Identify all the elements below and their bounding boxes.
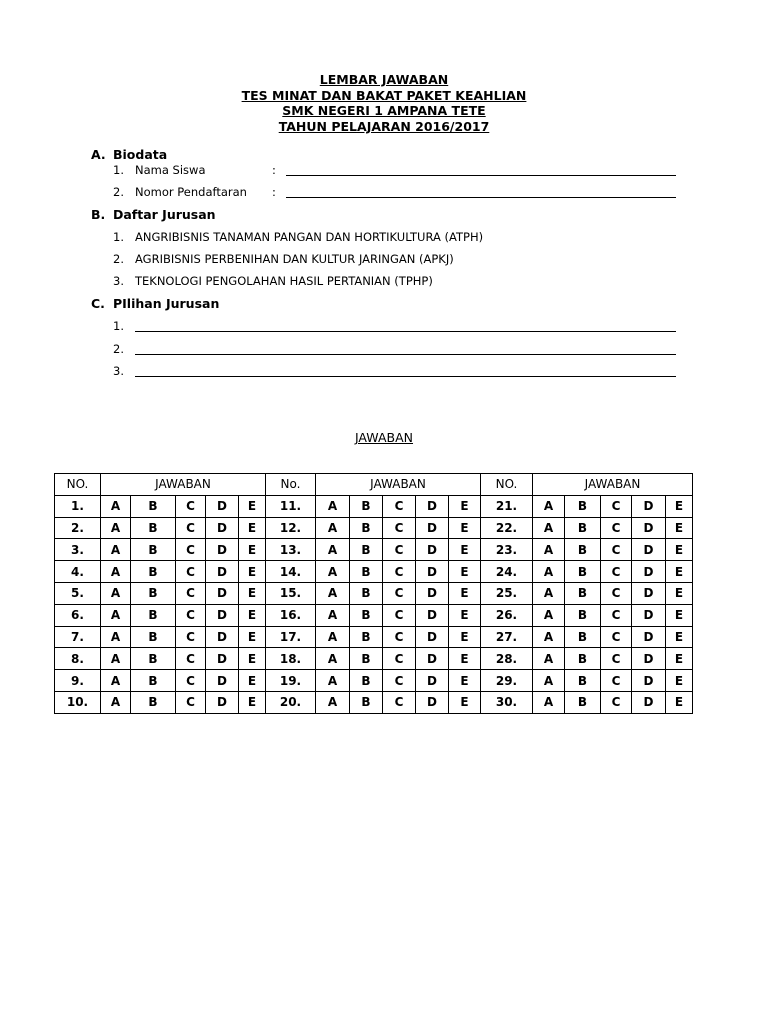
- answer-option[interactable]: C: [176, 604, 206, 626]
- answer-option[interactable]: D: [416, 670, 449, 692]
- answer-option[interactable]: E: [449, 582, 481, 604]
- answer-option[interactable]: E: [449, 670, 481, 692]
- answer-option[interactable]: B: [565, 495, 601, 517]
- answer-option[interactable]: D: [206, 539, 239, 561]
- answer-option[interactable]: D: [206, 561, 239, 583]
- answer-option[interactable]: B: [350, 582, 383, 604]
- answer-option[interactable]: B: [350, 539, 383, 561]
- table-row: [55, 539, 693, 561]
- answer-option[interactable]: A: [533, 495, 565, 517]
- question-number: 11.: [266, 495, 316, 517]
- nomor-pendaftaran-label: Nomor Pendaftaran: [135, 185, 247, 199]
- answer-option[interactable]: B: [350, 561, 383, 583]
- answer-option[interactable]: D: [632, 670, 666, 692]
- question-number: 28.: [481, 648, 533, 670]
- answer-option[interactable]: C: [601, 561, 632, 583]
- question-number: 18.: [266, 648, 316, 670]
- answer-option[interactable]: C: [601, 495, 632, 517]
- answer-option[interactable]: C: [383, 495, 416, 517]
- answer-option[interactable]: A: [316, 561, 350, 583]
- answer-option[interactable]: C: [383, 561, 416, 583]
- table-row: [55, 670, 693, 692]
- answer-option[interactable]: C: [383, 582, 416, 604]
- answer-option[interactable]: A: [101, 582, 131, 604]
- answer-option[interactable]: B: [350, 517, 383, 539]
- answer-option[interactable]: D: [632, 604, 666, 626]
- question-number: 27.: [481, 626, 533, 648]
- document-header: [0, 72, 768, 134]
- answer-option[interactable]: C: [601, 670, 632, 692]
- jurusan-item: [113, 230, 483, 244]
- answer-option[interactable]: C: [176, 517, 206, 539]
- jurusan-item: [113, 274, 433, 288]
- question-number: 21.: [481, 495, 533, 517]
- table-row: [55, 517, 693, 539]
- answer-option[interactable]: E: [239, 604, 266, 626]
- answer-option[interactable]: A: [316, 626, 350, 648]
- section-a-letter: A.: [91, 147, 106, 162]
- answer-option[interactable]: B: [131, 582, 176, 604]
- answer-option[interactable]: D: [206, 648, 239, 670]
- answer-option[interactable]: C: [601, 582, 632, 604]
- answer-option[interactable]: D: [632, 626, 666, 648]
- jurusan-text: TEKNOLOGI PENGOLAHAN HASIL PERTANIAN (TPHP): [135, 274, 433, 288]
- answer-option[interactable]: E: [449, 561, 481, 583]
- answer-option[interactable]: C: [383, 626, 416, 648]
- answer-option[interactable]: A: [316, 495, 350, 517]
- section-c-letter: C.: [91, 296, 105, 311]
- answer-option[interactable]: C: [383, 539, 416, 561]
- question-number: 26.: [481, 604, 533, 626]
- answer-option[interactable]: A: [533, 539, 565, 561]
- answer-option[interactable]: D: [632, 539, 666, 561]
- header-no: NO.: [55, 474, 101, 496]
- pilihan-item: [113, 342, 135, 356]
- header-no: NO.: [481, 474, 533, 496]
- answer-option[interactable]: E: [449, 648, 481, 670]
- answer-option[interactable]: B: [131, 539, 176, 561]
- answer-option[interactable]: B: [350, 648, 383, 670]
- answer-option[interactable]: E: [239, 626, 266, 648]
- table-row: [55, 495, 693, 517]
- list-number: 2.: [113, 252, 124, 266]
- list-number: 1.: [113, 230, 124, 244]
- pilihan-item: [113, 364, 135, 378]
- answer-table: [54, 473, 693, 714]
- answer-option[interactable]: E: [239, 539, 266, 561]
- question-number: 8.: [55, 648, 101, 670]
- answer-option[interactable]: A: [316, 604, 350, 626]
- answer-option[interactable]: B: [131, 648, 176, 670]
- table-row: [55, 582, 693, 604]
- question-number: 25.: [481, 582, 533, 604]
- colon: :: [272, 185, 276, 199]
- answer-option[interactable]: B: [350, 691, 383, 713]
- answer-option[interactable]: E: [666, 539, 693, 561]
- answer-option[interactable]: B: [565, 648, 601, 670]
- question-number: 29.: [481, 670, 533, 692]
- header-no: No.: [266, 474, 316, 496]
- answer-option[interactable]: C: [383, 670, 416, 692]
- answer-option[interactable]: C: [176, 691, 206, 713]
- answer-option[interactable]: E: [666, 604, 693, 626]
- question-number: 30.: [481, 691, 533, 713]
- answer-option[interactable]: E: [666, 691, 693, 713]
- answer-option[interactable]: E: [239, 648, 266, 670]
- answer-option[interactable]: E: [666, 648, 693, 670]
- answer-option[interactable]: D: [632, 648, 666, 670]
- answer-option[interactable]: B: [565, 517, 601, 539]
- answer-option[interactable]: D: [206, 604, 239, 626]
- list-number: 1.: [113, 319, 124, 333]
- answer-option[interactable]: A: [101, 495, 131, 517]
- answer-option[interactable]: E: [666, 626, 693, 648]
- question-number: 6.: [55, 604, 101, 626]
- question-number: 4.: [55, 561, 101, 583]
- answer-option[interactable]: D: [206, 691, 239, 713]
- section-c-title: PIlihan Jurusan: [113, 296, 220, 311]
- answer-option[interactable]: A: [533, 691, 565, 713]
- table-row: [55, 648, 693, 670]
- answer-option[interactable]: E: [666, 561, 693, 583]
- answer-option[interactable]: A: [316, 517, 350, 539]
- header-year: TAHUN PELAJARAN 2016/2017: [278, 118, 490, 134]
- answer-option[interactable]: A: [533, 517, 565, 539]
- answer-option[interactable]: E: [449, 495, 481, 517]
- answer-option[interactable]: B: [350, 626, 383, 648]
- answer-option[interactable]: D: [416, 691, 449, 713]
- answer-option[interactable]: D: [416, 626, 449, 648]
- jawaban-title: JAWABAN: [354, 430, 414, 445]
- answer-option[interactable]: A: [316, 670, 350, 692]
- answer-option[interactable]: E: [666, 670, 693, 692]
- nomor-pendaftaran-field[interactable]: [286, 197, 676, 198]
- answer-option[interactable]: C: [383, 604, 416, 626]
- table-row: [55, 561, 693, 583]
- answer-option[interactable]: C: [383, 691, 416, 713]
- answer-option[interactable]: C: [176, 561, 206, 583]
- answer-option[interactable]: E: [239, 561, 266, 583]
- answer-option[interactable]: C: [176, 539, 206, 561]
- answer-option[interactable]: D: [416, 604, 449, 626]
- jurusan-item: [113, 252, 454, 266]
- answer-option[interactable]: A: [101, 604, 131, 626]
- answer-option[interactable]: C: [176, 495, 206, 517]
- answer-option[interactable]: B: [350, 604, 383, 626]
- answer-option[interactable]: B: [131, 561, 176, 583]
- answer-option[interactable]: E: [239, 517, 266, 539]
- answer-option[interactable]: A: [101, 539, 131, 561]
- answer-option[interactable]: D: [206, 670, 239, 692]
- answer-option[interactable]: A: [316, 539, 350, 561]
- question-number: 1.: [55, 495, 101, 517]
- answer-option[interactable]: E: [449, 604, 481, 626]
- answer-option[interactable]: C: [383, 517, 416, 539]
- question-number: 14.: [266, 561, 316, 583]
- question-number: 23.: [481, 539, 533, 561]
- answer-option[interactable]: D: [206, 582, 239, 604]
- header-jawaban: JAWABAN: [316, 474, 481, 496]
- list-number: 1.: [113, 163, 124, 177]
- answer-option[interactable]: B: [131, 604, 176, 626]
- answer-option[interactable]: B: [131, 670, 176, 692]
- answer-option[interactable]: B: [131, 495, 176, 517]
- header-school: SMK NEGERI 1 AMPANA TETE: [282, 103, 486, 118]
- answer-option[interactable]: E: [449, 691, 481, 713]
- header-subtitle: TES MINAT DAN BAKAT PAKET KEAHLIAN: [241, 87, 527, 103]
- answer-option[interactable]: A: [101, 648, 131, 670]
- answer-option[interactable]: D: [632, 691, 666, 713]
- answer-option[interactable]: D: [632, 561, 666, 583]
- answer-option[interactable]: D: [416, 495, 449, 517]
- header-jawaban: JAWABAN: [533, 474, 693, 496]
- answer-option[interactable]: B: [131, 691, 176, 713]
- answer-option[interactable]: E: [449, 539, 481, 561]
- answer-option[interactable]: D: [206, 626, 239, 648]
- answer-option[interactable]: A: [101, 561, 131, 583]
- answer-option[interactable]: D: [416, 648, 449, 670]
- answer-option[interactable]: B: [350, 495, 383, 517]
- question-number: 15.: [266, 582, 316, 604]
- table-row: [55, 604, 693, 626]
- answer-option[interactable]: A: [533, 670, 565, 692]
- question-number: 13.: [266, 539, 316, 561]
- answer-option[interactable]: A: [101, 626, 131, 648]
- answer-option[interactable]: D: [416, 539, 449, 561]
- answer-option[interactable]: E: [666, 495, 693, 517]
- answer-option[interactable]: C: [601, 539, 632, 561]
- answer-option[interactable]: E: [239, 582, 266, 604]
- answer-option[interactable]: C: [176, 626, 206, 648]
- answer-option[interactable]: C: [601, 648, 632, 670]
- list-number: 3.: [113, 274, 124, 288]
- nomor-pendaftaran-row: [113, 185, 276, 199]
- answer-option[interactable]: E: [666, 517, 693, 539]
- answer-option[interactable]: E: [239, 495, 266, 517]
- answer-option[interactable]: A: [316, 648, 350, 670]
- pilihan-item: [113, 319, 135, 333]
- question-number: 24.: [481, 561, 533, 583]
- answer-option[interactable]: B: [350, 670, 383, 692]
- answer-option[interactable]: C: [601, 626, 632, 648]
- answer-option[interactable]: B: [565, 604, 601, 626]
- answer-option[interactable]: A: [316, 691, 350, 713]
- header-title: LEMBAR JAWABAN: [319, 72, 449, 87]
- answer-option[interactable]: B: [565, 670, 601, 692]
- question-number: 10.: [55, 691, 101, 713]
- answer-option[interactable]: D: [632, 495, 666, 517]
- answer-option[interactable]: E: [239, 670, 266, 692]
- answer-option[interactable]: C: [601, 604, 632, 626]
- answer-option[interactable]: B: [131, 626, 176, 648]
- answer-option[interactable]: E: [449, 626, 481, 648]
- pilihan-1-field[interactable]: [135, 331, 676, 332]
- jurusan-text: AGRIBISNIS PERBENIHAN DAN KULTUR JARINGAN (APKJ): [135, 252, 454, 266]
- answer-option[interactable]: D: [206, 495, 239, 517]
- question-number: 16.: [266, 604, 316, 626]
- answer-option[interactable]: B: [565, 626, 601, 648]
- answer-option[interactable]: A: [533, 561, 565, 583]
- answer-option[interactable]: A: [101, 691, 131, 713]
- answer-option[interactable]: D: [416, 517, 449, 539]
- answer-option[interactable]: D: [416, 561, 449, 583]
- section-a-heading: [91, 147, 167, 162]
- answer-option[interactable]: C: [176, 582, 206, 604]
- question-number: 2.: [55, 517, 101, 539]
- answer-option[interactable]: C: [601, 517, 632, 539]
- answer-option[interactable]: E: [239, 691, 266, 713]
- answer-option[interactable]: E: [449, 517, 481, 539]
- list-number: 2.: [113, 185, 124, 199]
- question-number: 7.: [55, 626, 101, 648]
- section-a-title: Biodata: [113, 147, 168, 162]
- table-header-row: [55, 474, 693, 496]
- answer-option[interactable]: B: [565, 539, 601, 561]
- jurusan-text: ANGRIBISNIS TANAMAN PANGAN DAN HORTIKULTURA (ATPH): [135, 230, 484, 244]
- question-number: 20.: [266, 691, 316, 713]
- answer-option[interactable]: C: [176, 670, 206, 692]
- question-number: 19.: [266, 670, 316, 692]
- answer-option[interactable]: B: [131, 517, 176, 539]
- answer-option[interactable]: E: [666, 582, 693, 604]
- answer-option[interactable]: A: [533, 582, 565, 604]
- question-number: 5.: [55, 582, 101, 604]
- answer-option[interactable]: C: [176, 648, 206, 670]
- answer-option[interactable]: D: [206, 517, 239, 539]
- section-c-heading: [91, 296, 219, 311]
- answer-option[interactable]: D: [416, 582, 449, 604]
- header-jawaban: JAWABAN: [101, 474, 266, 496]
- answer-option[interactable]: D: [632, 517, 666, 539]
- nama-siswa-row: [113, 163, 276, 177]
- answer-option[interactable]: A: [316, 582, 350, 604]
- table-row: [55, 626, 693, 648]
- answer-option[interactable]: A: [533, 604, 565, 626]
- answer-option[interactable]: B: [565, 561, 601, 583]
- answer-option[interactable]: A: [101, 670, 131, 692]
- section-b-letter: B.: [91, 207, 106, 222]
- answer-option[interactable]: A: [533, 626, 565, 648]
- answer-option[interactable]: B: [565, 582, 601, 604]
- pilihan-2-field[interactable]: [135, 354, 676, 355]
- section-b-heading: [91, 207, 216, 222]
- answer-option[interactable]: C: [601, 691, 632, 713]
- question-number: 17.: [266, 626, 316, 648]
- question-number: 22.: [481, 517, 533, 539]
- list-number: 2.: [113, 342, 124, 356]
- answer-option[interactable]: D: [632, 582, 666, 604]
- pilihan-3-field[interactable]: [135, 376, 676, 377]
- list-number: 3.: [113, 364, 124, 378]
- section-b-title: Daftar Jurusan: [113, 207, 216, 222]
- nama-siswa-label: Nama Siswa: [135, 163, 206, 177]
- colon: :: [272, 163, 276, 177]
- answer-option[interactable]: C: [383, 648, 416, 670]
- table-row: [55, 691, 693, 713]
- answer-option[interactable]: B: [565, 691, 601, 713]
- answer-option[interactable]: A: [101, 517, 131, 539]
- question-number: 3.: [55, 539, 101, 561]
- answer-option[interactable]: A: [533, 648, 565, 670]
- question-number: 9.: [55, 670, 101, 692]
- question-number: 12.: [266, 517, 316, 539]
- nama-siswa-field[interactable]: [286, 175, 676, 176]
